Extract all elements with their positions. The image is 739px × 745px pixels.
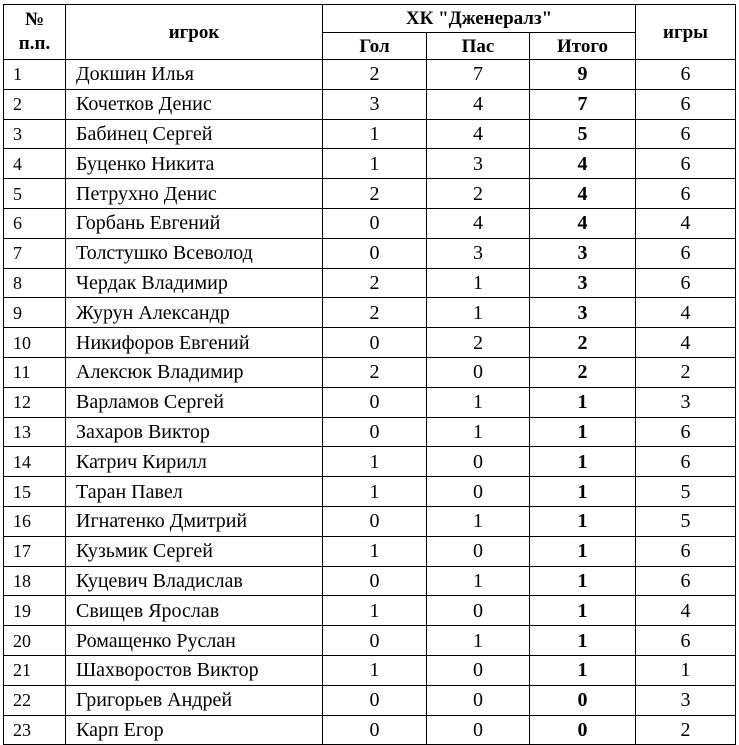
total-cell: 2 — [530, 357, 636, 387]
assists-cell: 1 — [427, 417, 530, 447]
player-name: Горбань Евгений — [66, 208, 323, 238]
row-number: 5 — [4, 179, 66, 209]
games-cell: 6 — [636, 119, 736, 149]
header-total: Итого — [530, 33, 636, 60]
goals-cell: 1 — [323, 149, 427, 179]
table-header — [4, 5, 736, 60]
assists-cell: 2 — [427, 179, 530, 209]
total-cell: 1 — [530, 626, 636, 656]
games-cell: 6 — [636, 417, 736, 447]
total-cell: 4 — [530, 179, 636, 209]
header-number — [4, 5, 66, 60]
player-name: Шахворостов Виктор — [66, 655, 323, 685]
header-goals: Гол — [323, 33, 427, 60]
goals-cell: 1 — [323, 477, 427, 507]
assists-cell: 1 — [427, 268, 530, 298]
assists-cell: 0 — [427, 536, 530, 566]
row-number: 6 — [4, 208, 66, 238]
row-number: 16 — [4, 506, 66, 536]
total-cell: 1 — [530, 387, 636, 417]
assists-cell: 1 — [427, 506, 530, 536]
table-body — [4, 60, 736, 745]
player-name: Свищев Ярослав — [66, 596, 323, 626]
assists-cell: 3 — [427, 238, 530, 268]
row-number: 8 — [4, 268, 66, 298]
player-name: Петрухно Денис — [66, 179, 323, 209]
player-name: Никифоров Евгений — [66, 328, 323, 358]
table-row — [4, 536, 736, 566]
header-player: игрок — [66, 5, 323, 60]
table-row — [4, 655, 736, 685]
games-cell: 6 — [636, 566, 736, 596]
games-cell: 6 — [636, 626, 736, 656]
row-number: 17 — [4, 536, 66, 566]
table-row — [4, 626, 736, 656]
table-row — [4, 477, 736, 507]
assists-cell: 0 — [427, 477, 530, 507]
table-row — [4, 89, 736, 119]
total-cell: 4 — [530, 149, 636, 179]
table-row — [4, 685, 736, 715]
games-cell: 6 — [636, 60, 736, 90]
assists-cell: 4 — [427, 208, 530, 238]
total-cell: 1 — [530, 596, 636, 626]
assists-cell: 0 — [427, 715, 530, 745]
goals-cell: 0 — [323, 417, 427, 447]
total-cell: 7 — [530, 89, 636, 119]
table-row — [4, 417, 736, 447]
table-row — [4, 149, 736, 179]
goals-cell: 1 — [323, 596, 427, 626]
goals-cell: 2 — [323, 179, 427, 209]
row-number: 7 — [4, 238, 66, 268]
table-row — [4, 447, 736, 477]
header-games: игры — [636, 5, 736, 60]
player-name: Ромащенко Руслан — [66, 626, 323, 656]
goals-cell: 0 — [323, 506, 427, 536]
games-cell: 2 — [636, 715, 736, 745]
player-name: Буценко Никита — [66, 149, 323, 179]
player-name: Варламов Сергей — [66, 387, 323, 417]
row-number: 14 — [4, 447, 66, 477]
goals-cell: 0 — [323, 685, 427, 715]
total-cell: 1 — [530, 655, 636, 685]
goals-cell: 0 — [323, 238, 427, 268]
total-cell: 2 — [530, 328, 636, 358]
games-cell: 4 — [636, 596, 736, 626]
table-row — [4, 238, 736, 268]
total-cell: 1 — [530, 536, 636, 566]
assists-cell: 4 — [427, 119, 530, 149]
total-cell: 1 — [530, 477, 636, 507]
total-cell: 9 — [530, 60, 636, 90]
player-name: Катрич Кирилл — [66, 447, 323, 477]
total-cell: 1 — [530, 417, 636, 447]
goals-cell: 0 — [323, 208, 427, 238]
table-row — [4, 268, 736, 298]
row-number: 12 — [4, 387, 66, 417]
row-number: 19 — [4, 596, 66, 626]
row-number: 22 — [4, 685, 66, 715]
player-name: Карп Егор — [66, 715, 323, 745]
goals-cell: 1 — [323, 655, 427, 685]
goals-cell: 1 — [323, 119, 427, 149]
goals-cell: 3 — [323, 89, 427, 119]
games-cell: 2 — [636, 357, 736, 387]
table-row — [4, 387, 736, 417]
header-team: ХК "Дженералз" — [323, 5, 636, 33]
table-row — [4, 357, 736, 387]
games-cell: 6 — [636, 536, 736, 566]
games-cell: 5 — [636, 506, 736, 536]
games-cell: 3 — [636, 685, 736, 715]
row-number: 9 — [4, 298, 66, 328]
row-number: 4 — [4, 149, 66, 179]
games-cell: 4 — [636, 298, 736, 328]
player-name: Алексюк Владимир — [66, 357, 323, 387]
games-cell: 6 — [636, 149, 736, 179]
table-row — [4, 715, 736, 745]
goals-cell: 0 — [323, 387, 427, 417]
player-name: Игнатенко Дмитрий — [66, 506, 323, 536]
assists-cell: 3 — [427, 149, 530, 179]
player-name: Кузьмик Сергей — [66, 536, 323, 566]
player-name: Журун Александр — [66, 298, 323, 328]
goals-cell: 0 — [323, 715, 427, 745]
player-name: Кочетков Денис — [66, 89, 323, 119]
player-name: Толстушко Всеволод — [66, 238, 323, 268]
games-cell: 1 — [636, 655, 736, 685]
games-cell: 4 — [636, 208, 736, 238]
assists-cell: 0 — [427, 655, 530, 685]
table-row — [4, 179, 736, 209]
header-number-symbol: № — [24, 9, 45, 31]
total-cell: 3 — [530, 268, 636, 298]
assists-cell: 7 — [427, 60, 530, 90]
player-name: Бабинец Сергей — [66, 119, 323, 149]
assists-cell: 0 — [427, 357, 530, 387]
games-cell: 3 — [636, 387, 736, 417]
assists-cell: 4 — [427, 89, 530, 119]
table-row — [4, 298, 736, 328]
assists-cell: 0 — [427, 447, 530, 477]
assists-cell: 1 — [427, 387, 530, 417]
table-row — [4, 60, 736, 90]
row-number: 18 — [4, 566, 66, 596]
games-cell: 6 — [636, 268, 736, 298]
goals-cell: 2 — [323, 357, 427, 387]
row-number: 23 — [4, 715, 66, 745]
player-stats-table — [3, 4, 736, 745]
player-name: Захаров Виктор — [66, 417, 323, 447]
goals-cell: 0 — [323, 626, 427, 656]
total-cell: 0 — [530, 685, 636, 715]
assists-cell: 1 — [427, 626, 530, 656]
total-cell: 1 — [530, 447, 636, 477]
header-number-abbr: п.п. — [18, 33, 51, 54]
table-row — [4, 119, 736, 149]
row-number: 1 — [4, 60, 66, 90]
row-number: 3 — [4, 119, 66, 149]
row-number: 2 — [4, 89, 66, 119]
player-name: Таран Павел — [66, 477, 323, 507]
assists-cell: 0 — [427, 685, 530, 715]
total-cell: 1 — [530, 506, 636, 536]
games-cell: 6 — [636, 447, 736, 477]
total-cell: 4 — [530, 208, 636, 238]
goals-cell: 2 — [323, 298, 427, 328]
row-number: 21 — [4, 655, 66, 685]
assists-cell: 2 — [427, 328, 530, 358]
table-row — [4, 328, 736, 358]
games-cell: 4 — [636, 328, 736, 358]
total-cell: 3 — [530, 238, 636, 268]
player-name: Чердак Владимир — [66, 268, 323, 298]
goals-cell: 1 — [323, 447, 427, 477]
assists-cell: 1 — [427, 566, 530, 596]
games-cell: 6 — [636, 179, 736, 209]
table-row — [4, 566, 736, 596]
table-row — [4, 596, 736, 626]
total-cell: 3 — [530, 298, 636, 328]
table-row — [4, 506, 736, 536]
player-name: Докшин Илья — [66, 60, 323, 90]
goals-cell: 0 — [323, 328, 427, 358]
assists-cell: 0 — [427, 596, 530, 626]
goals-cell: 2 — [323, 268, 427, 298]
goals-cell: 0 — [323, 566, 427, 596]
assists-cell: 1 — [427, 298, 530, 328]
goals-cell: 2 — [323, 60, 427, 90]
total-cell: 1 — [530, 566, 636, 596]
player-name: Григорьев Андрей — [66, 685, 323, 715]
header-assists: Пас — [427, 33, 530, 60]
player-name: Куцевич Владислав — [66, 566, 323, 596]
total-cell: 0 — [530, 715, 636, 745]
row-number: 11 — [4, 357, 66, 387]
row-number: 20 — [4, 626, 66, 656]
total-cell: 5 — [530, 119, 636, 149]
goals-cell: 1 — [323, 536, 427, 566]
games-cell: 5 — [636, 477, 736, 507]
row-number: 10 — [4, 328, 66, 358]
table-row — [4, 208, 736, 238]
row-number: 15 — [4, 477, 66, 507]
games-cell: 6 — [636, 238, 736, 268]
games-cell: 6 — [636, 89, 736, 119]
row-number: 13 — [4, 417, 66, 447]
